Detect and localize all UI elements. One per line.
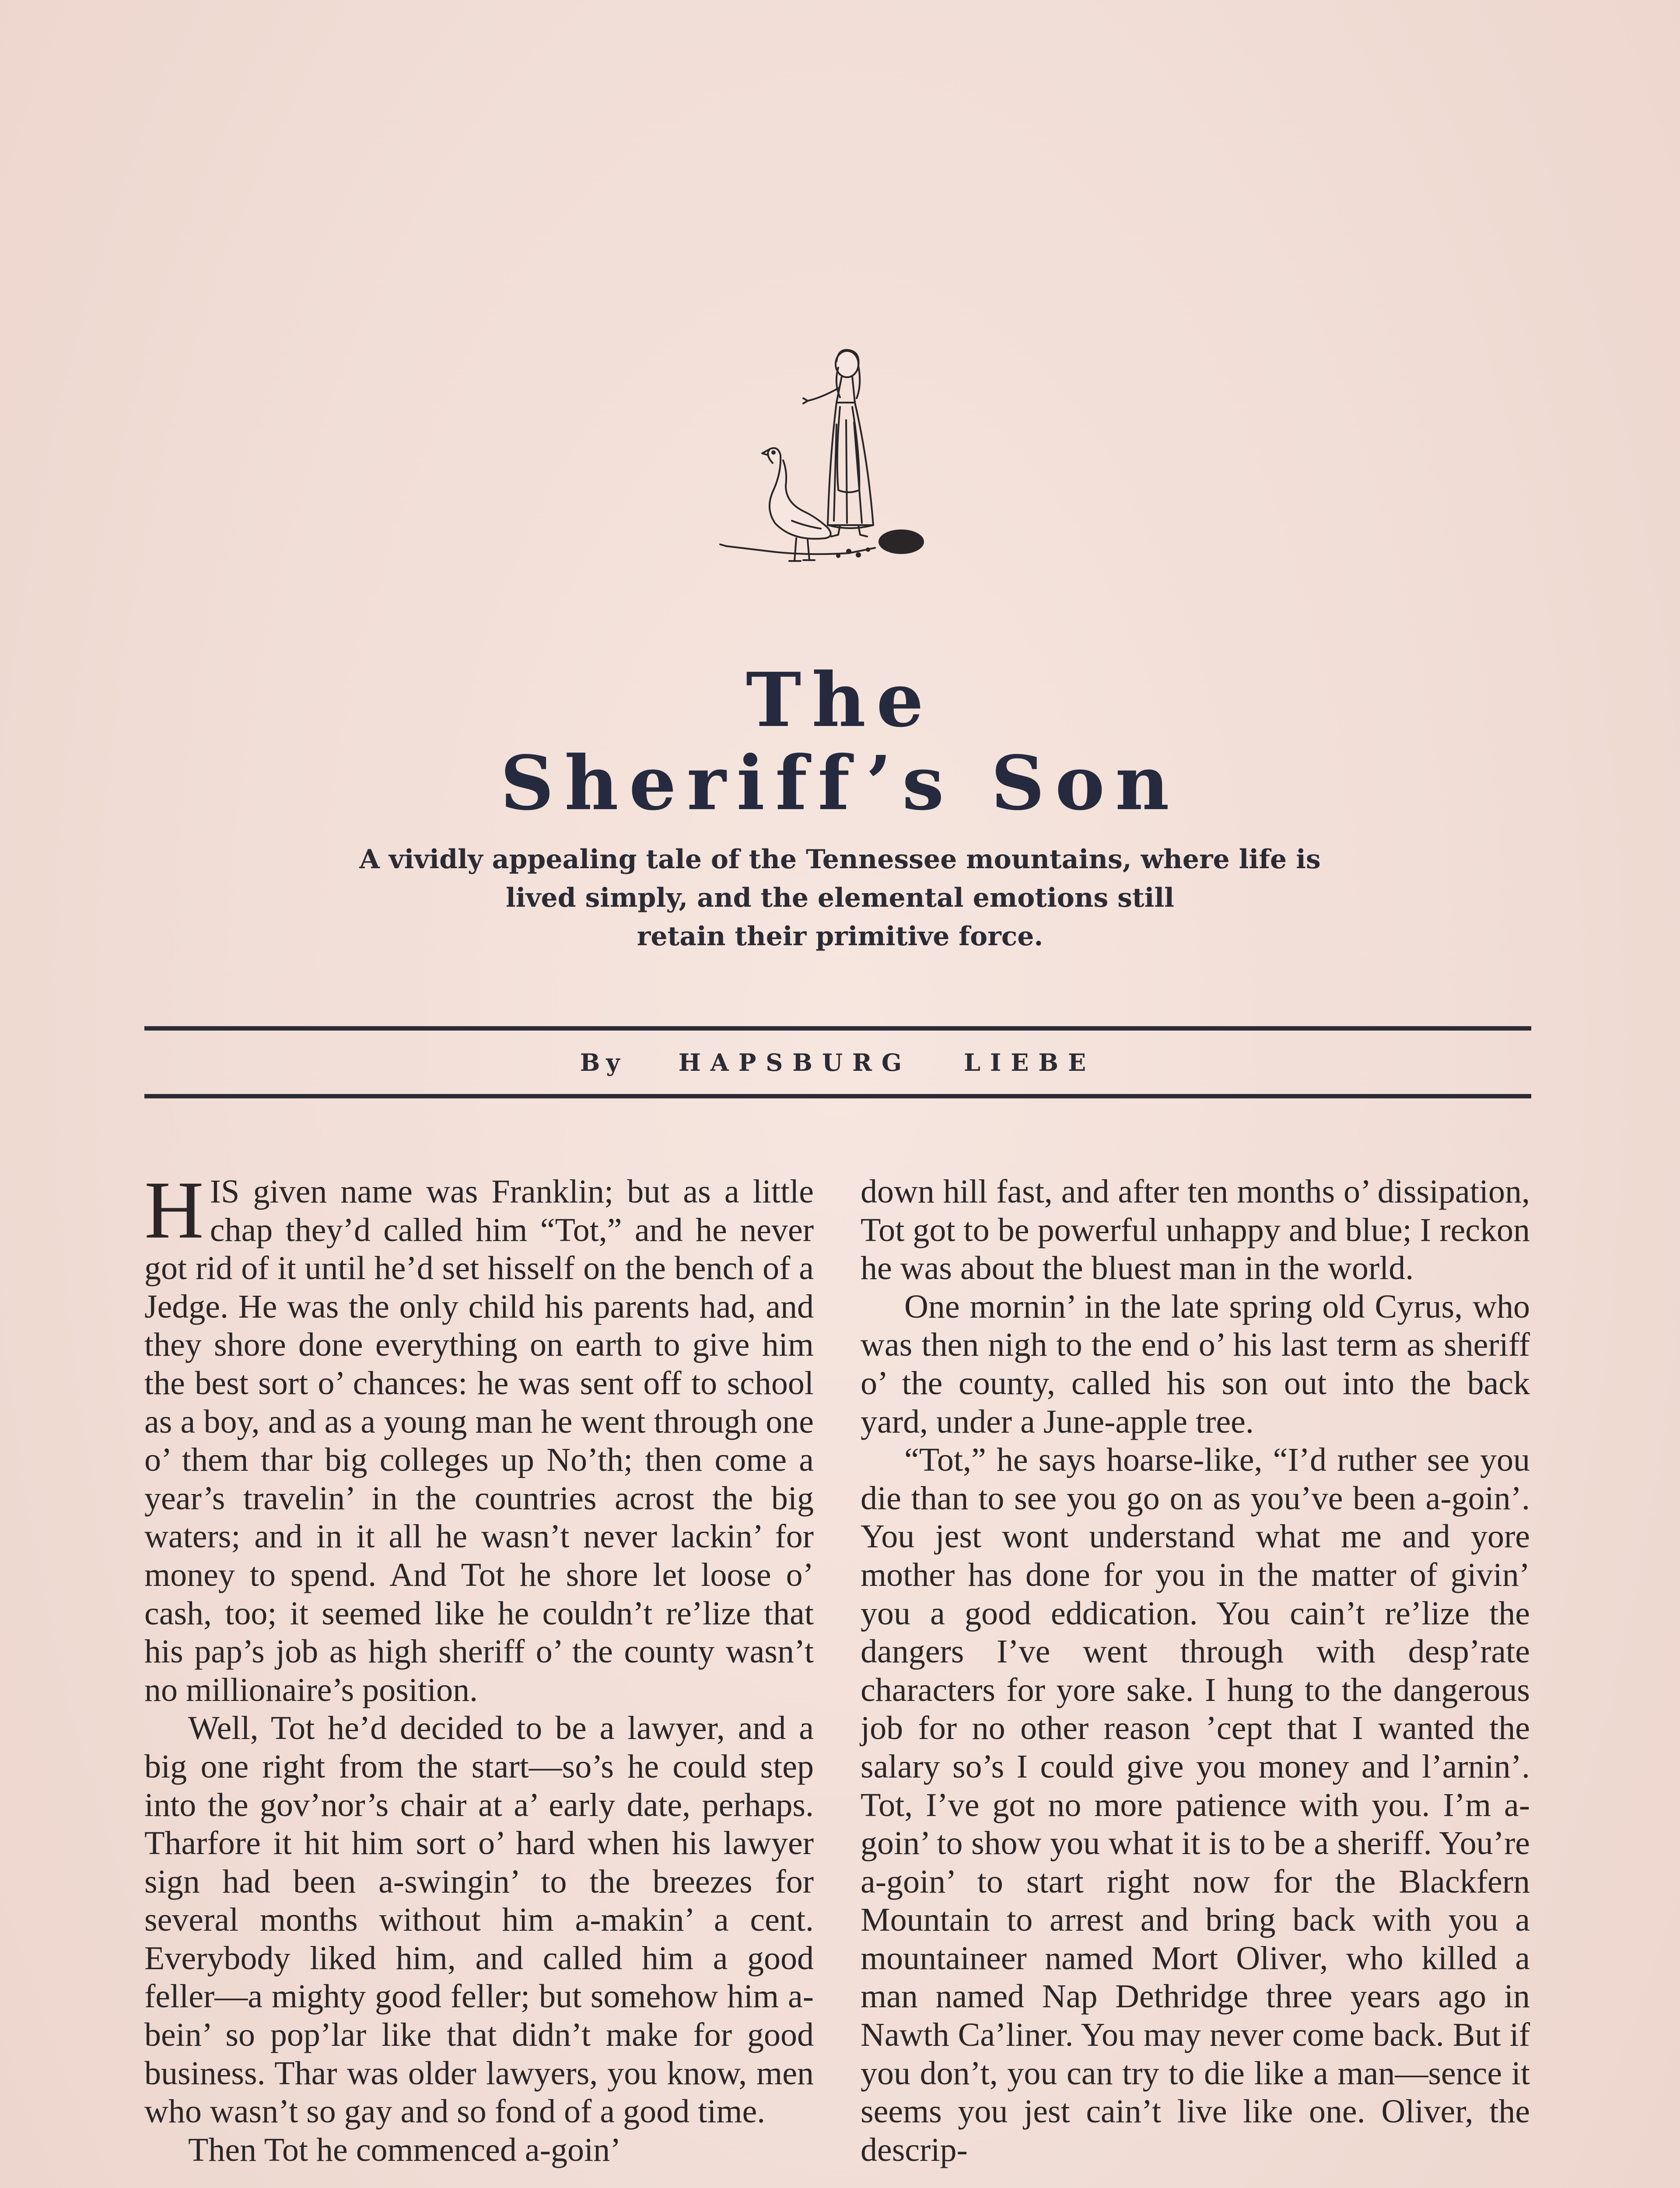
subtitle-line-1: A vividly appealing tale of the Tennessee mountains, where life is <box>359 844 1321 875</box>
drop-cap: H <box>144 1164 204 1255</box>
byline-bottom-rule <box>144 1094 1531 1098</box>
byline-prefix: By <box>580 1048 626 1076</box>
girl-and-goose-illustration <box>718 346 954 617</box>
author-last-name: LIEBE <box>964 1048 1096 1076</box>
author-first-name: HAPSBURG <box>678 1048 912 1076</box>
subtitle-line-3: retain their primitive force. <box>637 921 1043 952</box>
byline-top-rule <box>144 1026 1531 1031</box>
paragraph-text: IS given name was Franklin; but as a little chap they’d called him “Tot,” and he never got rid of it until he’d set hisself on the bench of a Jedge. He was the only child his parents had, and they shore done everything on earth to give him the best sort o’ chances: he was sent off to school as a boy, and as a young man he went through one o’ them thar big colleges up No’th; then come a year’s travelin’ in the countries acrost the big waters; and in it all he wasn’t never lackin’ for money to spend. And Tot he shore let loose o’ cash, too; it seemed like he couldn’t re’lize that his pap’s job as high sheriff o’ the county wasn’t no millionaire’s position. <box>144 1173 814 1708</box>
text-column-right <box>861 1173 1530 2169</box>
byline <box>144 1043 1531 1082</box>
paragraph: “Tot,” he says hoarse-like, “I’d ruther see you die than to see you go on as you’ve been a-goin’. You jest wont understand what me and yore mother has done for you in the matter of givin’ you a good eddication. You cain’t re’lize the dangers I’ve went through with desp’rate characters for yore sake. I hung to the dangerous job for no other reason ’cept that I wanted the salary so’s I could give you money and l’arnin’. Tot, I’ve got no more patience with you. I’m a-goin’ to show you what it is to be a sheriff. You’re a-goin’ to start right now for the Blackfern Mountain to arrest and bring back with you a mountaineer named Mort Oliver, who killed a man named Nap Dethridge three years ago in Nawth Ca’liner. You may never come back. But if you don’t, you can try to die like a man—sence it seems you jest cain’t live like one. Oliver, the descrip- <box>861 1441 1530 2168</box>
subtitle-line-2: lived simply, and the elemental emotions still <box>506 883 1174 913</box>
story-title-line-2: Sheriff’s Son <box>500 740 1180 827</box>
paragraph: down hill fast, and after ten months o’ dissipation, Tot got to be powerful unhappy and blue; I reckon he was about the bluest man in the world. <box>861 1173 1530 1287</box>
story-title-line-1: The <box>746 656 934 744</box>
paragraph: Then Tot he commenced a-goin’ <box>188 2131 621 2168</box>
text-column-left <box>144 1164 814 2169</box>
story-subtitle <box>0 840 1680 956</box>
paragraph <box>144 1164 814 1709</box>
paragraph: One mornin’ in the late spring old Cyrus, who was then nigh to the end o’ his last term as sheriff o’ the county, called his son out into the back yard, under a June-apple tree. <box>861 1288 1530 1440</box>
paragraph: Well, Tot he’d decided to be a lawyer, and a big one right from the start—so’s he could step into the gov’nor’s chair at a’ early date, perhaps. Tharfore it hit him sort o’ hard when his lawyer sign had been a-swingin’ to the breezes for several months without him a-makin’ a cent. Everybody liked him, and called him a good feller—a mighty good feller; but somehow him a-bein’ so pop’lar like that didn’t make for good business. Thar was older lawyers, you know, men who wasn’t so gay and so fond of a good time. <box>144 1710 814 2130</box>
